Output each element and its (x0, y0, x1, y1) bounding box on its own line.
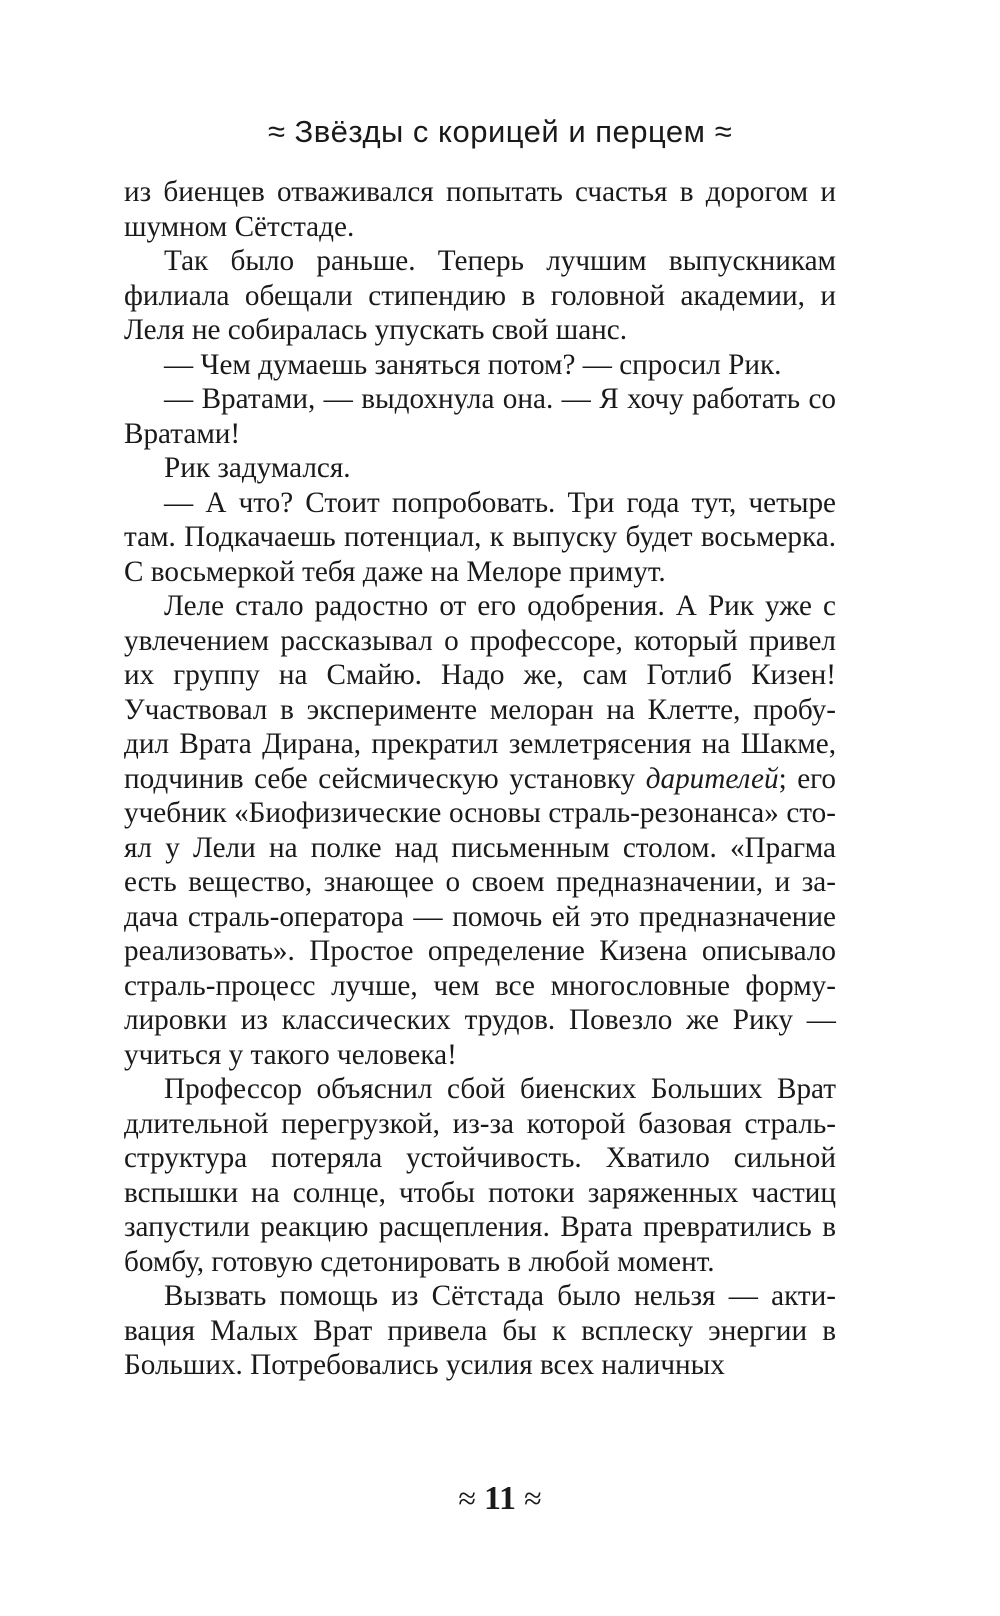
paragraph-3: — Чем думаешь заняться потом? — спросил Рик. (164, 348, 782, 381)
paragraph-1: из биенцев отваживался попытать счастья в дорогом и шумном Сётстаде. (124, 176, 836, 243)
paragraph-7-italic: дарителей (645, 762, 779, 795)
paragraph-7 (124, 589, 836, 1072)
paragraph-7-text: Леле стало радостно от его одобрения. А Рик уже с увлечением рассказывал о профессоре, который привел их группу на Смайю. Надо же, сам Готлиб Кизен! Участвовал в эксперименте мелоран на Клетте, пробудил Врата Дирана, прекратил землетрясения на Шакме, подчинив себе сейсмическую установку (124, 590, 836, 795)
body-text (124, 175, 836, 1383)
folio-right-mark: ≈ (524, 1480, 542, 1516)
paragraph-8: Профессор объяснил сбой биенских Больших Врат длительной перегрузкой, из-за которой базовая страль-структура потеряла устойчивость. Хватило сильной вспышки на солнце, чтобы потоки заряженных частиц запустили реакцию расщепления. Врата превратились в бомбу, готовую сдетонировать в любой момент. (124, 1073, 836, 1278)
folio-left-mark: ≈ (458, 1480, 476, 1516)
paragraph-9: Вызвать помощь из Сётстада было нельзя — активация Малых Врат привела бы к всплеску энергии в Больших. Потребовались усилия всех наличных (124, 1280, 836, 1381)
page-number-footer (0, 1478, 1000, 1519)
paragraph-4: — Вратами, — выдохнула она. — Я хочу работать со Вратами! (124, 383, 836, 450)
paragraph-7-after: ; его учебник «Биофизические основы страль-резонанса» стоял у Лели на полке над письменным столом. «Прагма есть вещество, знающее о своем предназначении, и задача страль-оператора — помочь ей это предназначение реализовать». Простое определение Кизена описывало страль-процесс лучше, чем все многословные формулировки из классических трудов. Повезло же Рику — учиться у такого человека! (124, 762, 837, 1071)
paragraph-6: — А что? Стоит попробовать. Три года тут, четыре там. Подкачаешь потенциал, к выпуску будет восьмерка. С восьмеркой тебя даже на Мелоре примут. (124, 486, 836, 588)
running-head: ≈ Звёзды с корицей и перцем ≈ (267, 114, 733, 149)
paragraph-2: Так было раньше. Теперь лучшим выпускникам филиала обещали стипендию в головной академии, и Леля не собиралась упускать свой шанс. (124, 245, 836, 346)
page-number: 11 (483, 1480, 517, 1517)
paragraph-5: Рик задумался. (164, 452, 351, 484)
